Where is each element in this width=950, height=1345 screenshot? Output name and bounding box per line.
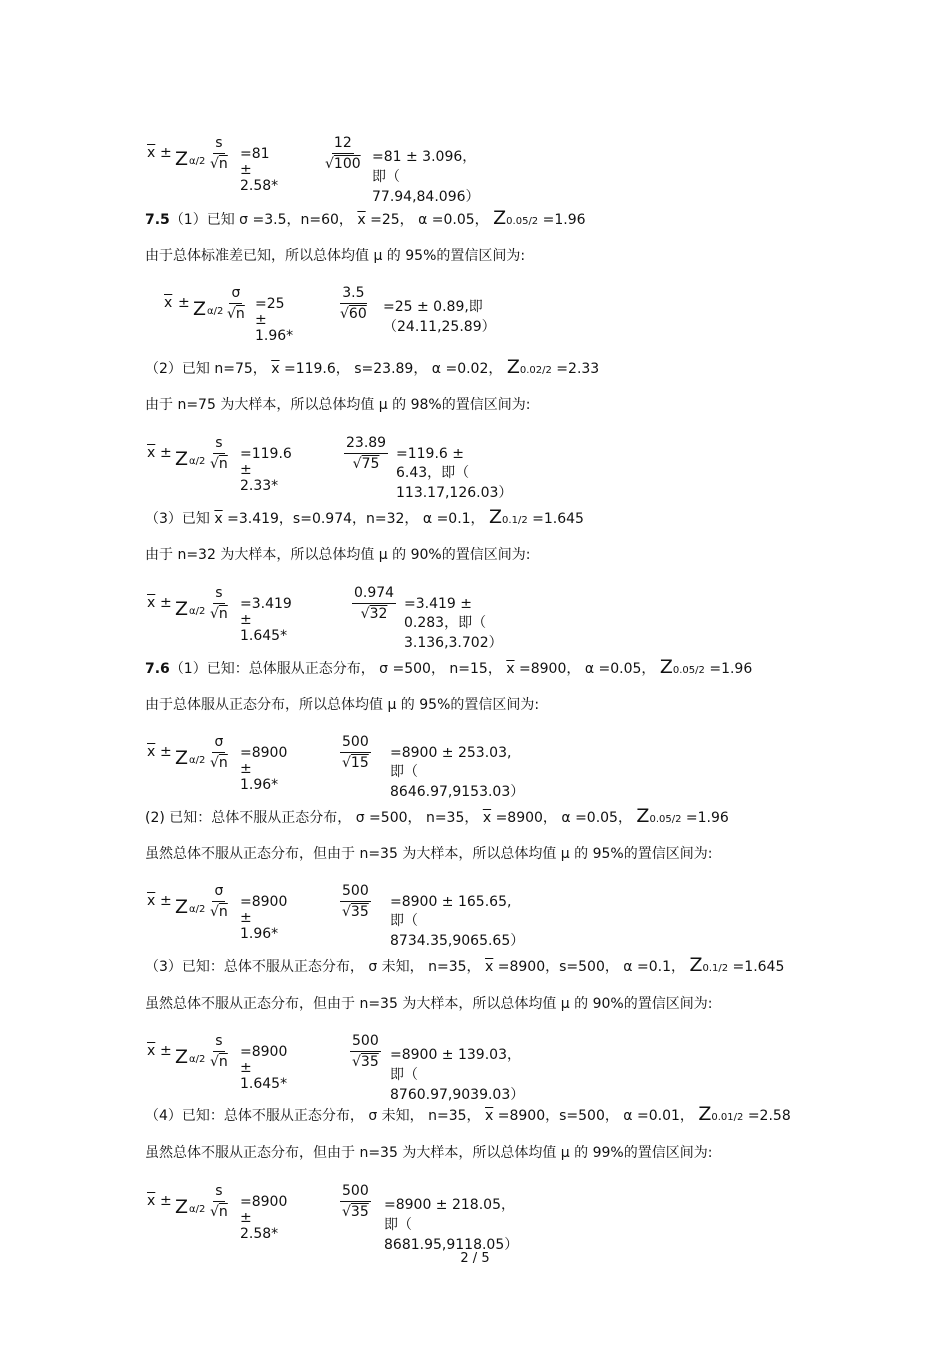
formula-part: 500 <box>340 881 371 902</box>
formula-part: =119.6 ± 2.33* <box>240 446 292 494</box>
formula-part: n <box>235 306 245 322</box>
formula-part: ± <box>160 893 172 909</box>
formula-part: 35 <box>350 904 369 920</box>
formula-part: 7.6 <box>145 661 170 677</box>
formula-part: Z <box>636 805 650 827</box>
formula-part: 32 <box>369 606 388 622</box>
paragraph: 由于总体服从正态分布，所以总体均值 μ 的 95%的置信区间为: <box>145 697 540 713</box>
formula-part: σ <box>212 732 225 753</box>
formula-part: Z <box>175 1046 189 1068</box>
formula-part: α/2 <box>189 904 206 915</box>
formula-part: （1）已知：总体服从正态分布， σ =500， n=15， <box>169 661 507 677</box>
formula-part: =8900， α =0.05， <box>491 810 637 826</box>
formula-part: √n <box>210 1054 228 1070</box>
formula-part: Z <box>175 448 189 470</box>
formula-part <box>344 433 388 474</box>
formula-part: n <box>218 1204 228 1220</box>
formula-part: n <box>218 904 228 920</box>
formula-part: =8900 ± 1.96* <box>240 894 288 942</box>
formula-part: =8900 ± 2.58* <box>240 1194 288 1242</box>
formula-part: （3）已知：总体不服从正态分布， σ 未知， n=35， <box>145 959 485 975</box>
section-7-5-heading <box>145 207 586 229</box>
formula-part: ± <box>160 744 172 760</box>
formula-part <box>210 881 228 922</box>
formula-part: =8900 ± 139.03，即（ 8760.97,9039.03） <box>390 1047 525 1103</box>
formula-part: =3.419 ± 0.283，即（ 3.136,3.702） <box>404 596 503 651</box>
formula-part: Z <box>175 1196 189 1218</box>
formula-part: √n <box>210 755 228 771</box>
formula-part: 75 <box>361 456 380 472</box>
formula-part: $\overline{x}$ <box>482 810 492 826</box>
formula-part: =1.96 <box>538 212 586 228</box>
formula-part: （3）已知 <box>145 511 215 527</box>
formula-part: =1.96 <box>681 810 729 826</box>
formula-part: =1.96 <box>704 661 753 677</box>
paragraph: 由于总体标准差已知，所以总体均值 μ 的 95%的置信区间为: <box>145 248 526 264</box>
formula-part: 100 <box>333 156 361 172</box>
formula-part: $\overline{x}$ <box>147 595 156 611</box>
page-number: 2 / 5 <box>460 1251 490 1266</box>
formula-part: Z <box>659 656 673 678</box>
formula-part: 35 <box>350 1204 369 1220</box>
formula-part: s <box>213 433 224 454</box>
formula-part: （1）已知 σ =3.5，n=60， <box>169 212 358 228</box>
formula-part: 500 <box>350 1031 381 1052</box>
formula-part: 0.1/2 <box>702 963 729 974</box>
formula-part <box>340 283 367 324</box>
formula-part: ± <box>160 445 172 461</box>
formula-part: =25， α =0.05， <box>365 212 494 228</box>
formula-part: $\overline{x}$ <box>164 295 173 311</box>
section-7-6-heading <box>145 656 752 678</box>
formula-part <box>340 881 371 922</box>
formula-part: ± <box>160 1043 172 1059</box>
formula-part: √35 <box>341 1204 369 1220</box>
fraction-value <box>325 133 361 174</box>
formula-middle: =81 ± 2.58* <box>240 146 279 194</box>
given-line-2 <box>145 356 599 378</box>
formula-part: 12 <box>332 133 354 154</box>
formula-part: Z <box>193 298 207 320</box>
formula-part: 500 <box>340 732 371 753</box>
z-subscript: α/2 <box>189 156 206 167</box>
formula-part: （4）已知：总体不服从正态分布， σ 未知， n=35， <box>145 1108 485 1124</box>
formula-part <box>352 583 396 624</box>
formula-part: √n <box>210 606 228 622</box>
formula-part: 0.1/2 <box>502 515 528 526</box>
formula-part: √32 <box>360 606 388 622</box>
formula-part: =8900 ± 1.645* <box>240 1044 288 1092</box>
formula-part: n <box>218 1054 228 1070</box>
formula-part <box>210 1031 228 1072</box>
formula-part: 35 <box>360 1054 379 1070</box>
formula-part: √60 <box>340 306 367 322</box>
formula-part: √n <box>210 156 228 172</box>
formula-part: =8900， α =0.05， <box>514 661 660 677</box>
formula-part: √35 <box>351 1054 379 1070</box>
formula-part: σ <box>229 283 242 304</box>
formula-part: n <box>218 755 228 771</box>
formula-part: $\overline{x}$ <box>506 661 515 677</box>
paragraph: 虽然总体不服从正态分布，但由于 n=35 为大样本，所以总体均值 μ 的 95%的置信区间为: <box>145 846 713 862</box>
formula-part: =119.6， s=23.89， α =0.02， <box>279 361 507 377</box>
formula-part: 15 <box>350 755 369 771</box>
formula-part: =2.33 <box>551 361 600 377</box>
given-line-2 <box>145 805 729 827</box>
formula-part: =25 ± 0.89,即（24.11,25.89） <box>383 299 496 335</box>
given-line-3 <box>145 506 584 528</box>
formula-part: 0.05/2 <box>649 814 682 825</box>
formula-part: =119.6 ± 6.43，即（ 113.17,126.03） <box>396 446 513 501</box>
formula-part: Z <box>689 954 703 976</box>
formula-part: =8900 ± 253.03,即（ 8646.97,9153.03） <box>390 745 525 800</box>
formula-part: α/2 <box>189 1204 206 1215</box>
formula-part: √n <box>210 456 228 472</box>
xbar: $\overline{x}$ <box>147 145 156 161</box>
formula-part: √15 <box>341 755 369 771</box>
formula-part: $\overline{x}$ <box>147 1043 156 1059</box>
formula-part: 0.05/2 <box>672 665 705 676</box>
formula-part: σ <box>212 881 225 902</box>
formula-result: =81 ± 3.096，即（ 77.94,84.096） <box>372 149 480 205</box>
fraction-s-sqrt-n <box>210 133 228 174</box>
formula-part: =8900，s=500， α =0.01， <box>493 1108 699 1124</box>
formula-part <box>340 732 371 773</box>
formula-part: √n <box>210 904 228 920</box>
formula-part: =3.419，s=0.974，n=32， α =0.1， <box>222 511 490 527</box>
formula-part: α/2 <box>189 606 206 617</box>
formula-part: α/2 <box>189 755 206 766</box>
paragraph: 由于 n=32 为大样本，所以总体均值 μ 的 90%的置信区间为: <box>145 547 531 563</box>
formula-part: 60 <box>348 306 367 322</box>
formula-part: ± <box>178 295 190 311</box>
formula-part: 3.5 <box>340 283 366 304</box>
formula-part <box>210 583 228 624</box>
formula-part: $\overline{x}$ <box>147 744 156 760</box>
formula-part: √100 <box>325 156 361 172</box>
paragraph: 虽然总体不服从正态分布，但由于 n=35 为大样本，所以总体均值 μ 的 99%的置信区间为: <box>145 1145 713 1161</box>
formula-part: α/2 <box>189 456 206 467</box>
formula-part: Z <box>489 506 503 528</box>
formula-part: n <box>218 456 228 472</box>
formula-part: √n <box>227 306 245 322</box>
formula-part: 23.89 <box>344 433 388 454</box>
formula-part: Z <box>175 598 189 620</box>
formula-part: 7.5 <box>145 212 170 228</box>
paragraph: 虽然总体不服从正态分布，但由于 n=35 为大样本，所以总体均值 μ 的 90%的置信区间为: <box>145 996 713 1012</box>
formula-part: √35 <box>341 904 369 920</box>
formula-part: $\overline{x}$ <box>147 445 156 461</box>
formula-part: α/2 <box>207 306 224 317</box>
formula-part: $\overline{x}$ <box>485 959 494 975</box>
formula-part: =3.419 ± 1.645* <box>240 596 292 644</box>
formula-part: （2）已知 n=75， <box>145 361 272 377</box>
formula-part: $\overline{x}$ <box>214 511 223 527</box>
formula-part: =8900 ± 1.96* <box>240 745 288 793</box>
formula-part: n <box>218 156 228 172</box>
formula-part: $\overline{x}$ <box>271 361 280 377</box>
given-line-4 <box>145 1103 791 1125</box>
formula-part: $\overline{x}$ <box>485 1108 494 1124</box>
formula-part: s <box>213 133 224 154</box>
formula-part: s <box>213 1181 224 1202</box>
formula-part: $\overline{x}$ <box>357 212 366 228</box>
formula-part <box>350 1031 381 1072</box>
formula-part: =2.58 <box>743 1108 791 1124</box>
formula-part: =8900 ± 218.05，即（ 8681.95,9118.05） <box>384 1197 519 1253</box>
formula-part: =25 ± 1.96* <box>255 296 294 344</box>
formula-part: Z <box>698 1103 712 1125</box>
formula-part: Z <box>175 747 189 769</box>
paragraph: 由于 n=75 为大样本，所以总体均值 μ 的 98%的置信区间为: <box>145 397 531 413</box>
formula-part: s <box>213 583 224 604</box>
formula-part: =1.645 <box>527 511 584 527</box>
formula-part: √75 <box>352 456 380 472</box>
formula-part: 0.974 <box>352 583 396 604</box>
formula-part: 0.05/2 <box>506 216 539 227</box>
plus-minus: ± <box>160 145 172 161</box>
formula-part: ± <box>160 595 172 611</box>
formula-part: Z <box>506 356 520 378</box>
formula-part: s <box>213 1031 224 1052</box>
formula-part: √n <box>210 1204 228 1220</box>
formula-part: 0.02/2 <box>519 365 552 376</box>
formula-part: Z <box>493 207 507 229</box>
given-line-3 <box>145 954 784 976</box>
formula-part: 0.01/2 <box>711 1112 744 1123</box>
formula-part: n <box>218 606 228 622</box>
formula-part: ± <box>160 1193 172 1209</box>
formula-part <box>210 1181 228 1222</box>
formula-part: $\overline{x}$ <box>147 1193 156 1209</box>
formula-part <box>210 433 228 474</box>
formula-part: 500 <box>340 1181 371 1202</box>
formula-part: =8900 ± 165.65,即（ 8734.35,9065.65） <box>390 894 525 949</box>
formula-part: =1.645 <box>728 959 785 975</box>
formula-part: =8900，s=500， α =0.1， <box>493 959 690 975</box>
formula-part: α/2 <box>189 1054 206 1065</box>
z-symbol: Z <box>175 148 189 170</box>
formula-part: Z <box>175 896 189 918</box>
formula-part <box>210 732 228 773</box>
formula-part <box>340 1181 371 1222</box>
fraction-sigma-sqrt-n <box>227 283 245 324</box>
formula-part: (2) 已知：总体不服从正态分布， σ =500， n=35， <box>145 810 483 826</box>
formula-part: $\overline{x}$ <box>147 893 156 909</box>
